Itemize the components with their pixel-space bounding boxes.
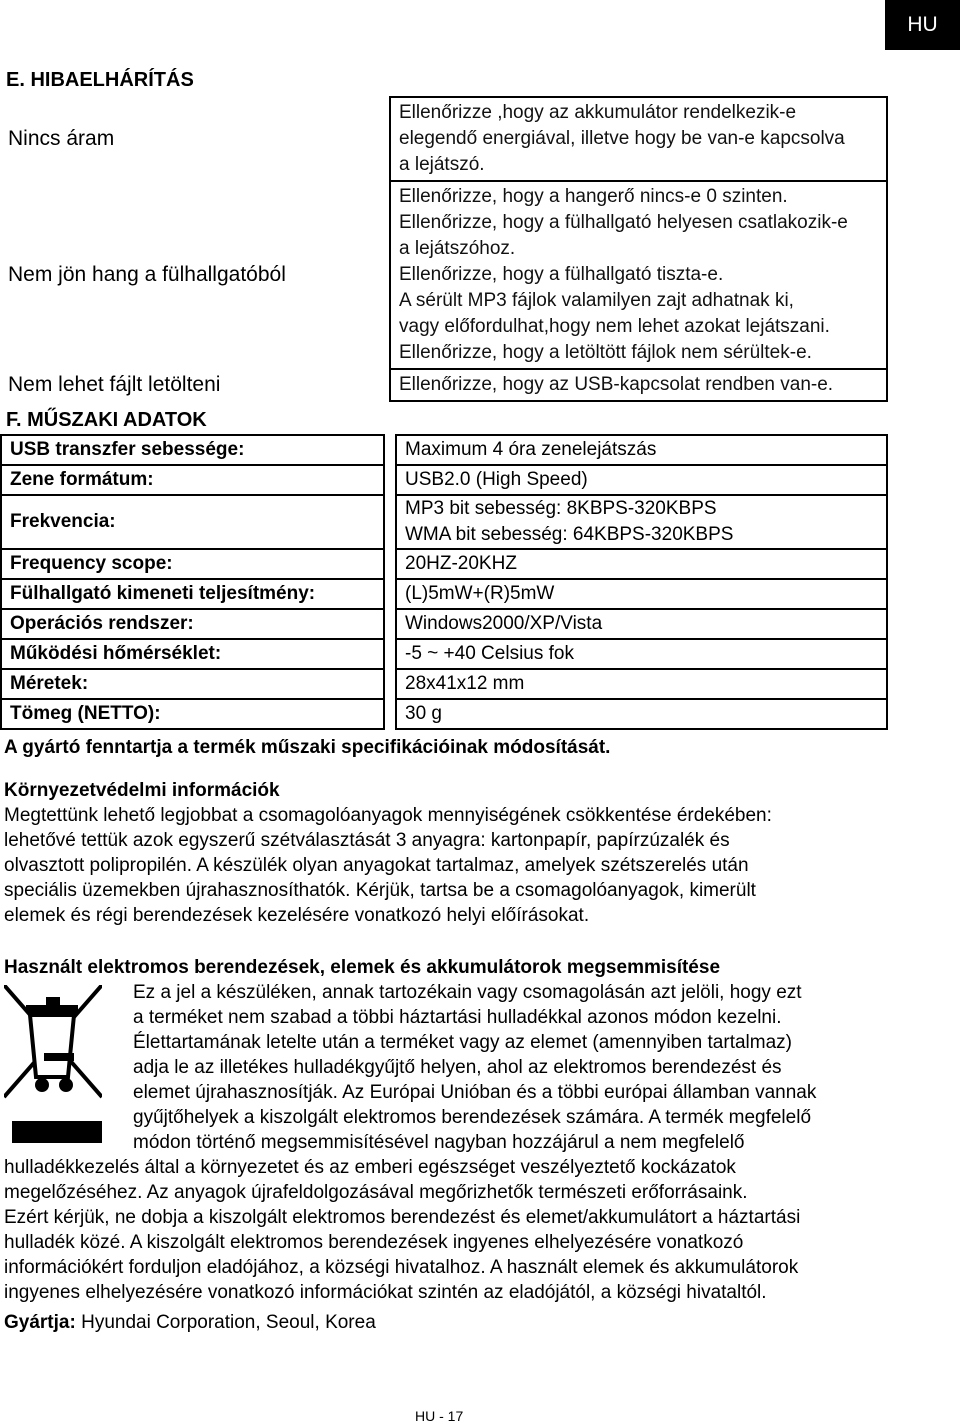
spec-label: USB transzfer sebessége: (1, 435, 384, 465)
paragraph-line: módon történő megsemmisítésével nagyban hozzájárul a nem megfelelő (133, 1132, 745, 1153)
spec-label: Frequency scope: (1, 549, 384, 579)
spec-row (1, 639, 887, 669)
spec-label: Fülhallgató kimeneti teljesítmény: (1, 579, 384, 609)
solution-line: Ellenőrizze, hogy a fülhallgató helyesen csatlakozik-e (399, 212, 848, 233)
paragraph-line: a terméket nem szabad a többi háztartási hulladékkal azonos módon kezelni. (133, 1007, 782, 1028)
spec-value (396, 495, 887, 549)
paragraph-line: hulladékkezelés által a környezetet és az emberi egészséget veszélyeztető kockázatok (4, 1157, 736, 1178)
spec-row (1, 669, 887, 699)
paragraph-line: gyűjtőhelyek a kiszolgált elektromos berendezések számára. A termék megfelelő (133, 1107, 812, 1128)
paragraph-line: Élettartamának letelte után a terméket vagy az elemet (amennyiben tartalmaz) (133, 1032, 792, 1053)
spec-row (1, 609, 887, 639)
manufacturer-line (4, 1310, 376, 1335)
paragraph-line: speciális üzemekben újrahasznosíthatók. Kérjük, tartsa be a csomagolóanyagok, kimerült (4, 880, 756, 901)
solution-line: Ellenőrizze, hogy a letöltött fájlok nem sérültek-e. (399, 342, 812, 363)
solution-line: A sérült MP3 fájlok valamilyen zajt adhatnak ki, (399, 290, 794, 311)
solution-cell (390, 181, 887, 369)
section-f-title: F. MŰSZAKI ADATOK (6, 409, 207, 431)
problem-label: Nincs áram (8, 127, 115, 150)
paragraph-line: Megtettünk lehető legjobbat a csomagolóanyagok mennyiségének csökkentése érdekében: (4, 805, 772, 826)
spec-row (1, 465, 887, 495)
spec-value: Windows2000/XP/Vista (396, 609, 887, 639)
solution-line: a lejátszóhoz. (399, 238, 516, 259)
spec-row (1, 549, 887, 579)
spec-value: 20HZ-20KHZ (396, 549, 887, 579)
problem-label: Nem jön hang a fülhallgatóból (8, 263, 286, 286)
spec-value: (L)5mW+(R)5mW (396, 579, 887, 609)
paragraph-line: elemek és régi berendezések kezelésére vonatkozó helyi előírásokat. (4, 905, 590, 926)
paragraph-line: lehetővé tettük azok egyszerű szétválasztását 3 anyagra: kartonpapír, papírzúzalék és (4, 830, 730, 851)
paragraph-line: megelőzéséhez. Az anyagok újrafeldolgozásával megőrizhetők természeti erőforrásaink. (4, 1182, 748, 1203)
solution-line: Ellenőrizze ,hogy az akkumulátor rendelkezik-e (399, 102, 797, 123)
solution-line: Ellenőrizze, hogy a hangerő nincs-e 0 szinten. (399, 186, 788, 207)
problem-label: Nem lehet fájlt letölteni (8, 373, 221, 396)
manufacturer-value: Hyundai Corporation, Seoul, Korea (81, 1312, 376, 1333)
spec-value: USB2.0 (High Speed) (396, 465, 887, 495)
paragraph-line: olvasztott polipropilén. A készülék olyan anyagokat tartalmaz, amelyek szétszerelés után (4, 855, 749, 876)
spec-label: Működési hőmérséklet: (1, 639, 384, 669)
trouble-row (0, 181, 887, 369)
spec-value-line: WMA bit sebesség: 64KBPS-320KBPS (405, 524, 734, 545)
weee-crossed-bin-icon (4, 985, 102, 1145)
page-number: HU - 17 (415, 1408, 464, 1424)
paragraph-line: információkért forduljon eladójához, a községi hivatalhoz. A használt elemek és akkumulátorok (4, 1257, 799, 1278)
language-badge: HU (885, 0, 960, 50)
spec-row (1, 435, 887, 465)
paragraph-line: elemet újrahasznosítják. Az Európai Unióban és a többi európai államban vannak (133, 1082, 817, 1103)
spec-value: 30 g (396, 699, 887, 729)
spec-value: Maximum 4 óra zenelejátszás (396, 435, 887, 465)
paragraph-line: Ezért kérjük, ne dobja a kiszolgált elektromos berendezést és elemet/akkumulátort a háztartási (4, 1207, 801, 1228)
specs-table (0, 434, 888, 730)
paragraph-line: hulladék közé. A kiszolgált elektromos berendezések ingyenes elhelyezésére vonatkozó (4, 1232, 744, 1253)
spec-change-note: A gyártó fenntartja a termék műszaki specifikációinak módosítását. (4, 737, 611, 758)
spec-label: Operációs rendszer: (1, 609, 384, 639)
spec-value: 28x41x12 mm (396, 669, 887, 699)
spec-label: Tömeg (NETTO): (1, 699, 384, 729)
spec-value-line: MP3 bit sebesség: 8KBPS-320KBPS (405, 498, 717, 519)
trouble-row (0, 369, 887, 401)
paragraph-line: adja le az illetékes hulladékgyűjtő helyen, ahol az elektromos berendezést és (133, 1057, 782, 1078)
solution-line: Ellenőrizze, hogy a fülhallgató tiszta-e. (399, 264, 724, 285)
section-e-title: E. HIBAELHÁRÍTÁS (6, 69, 194, 91)
solution-cell (390, 97, 887, 181)
solution-line: Ellenőrizze, hogy az USB-kapcsolat rendben van-e. (399, 374, 834, 395)
spec-label: Frekvencia: (1, 495, 384, 549)
spec-label: Méretek: (1, 669, 384, 699)
trouble-row (0, 97, 887, 181)
paragraph-line: Ez a jel a készüléken, annak tartozékain vagy csomagolásán azt jelöli, hogy ezt (133, 982, 802, 1003)
troubleshooting-table (0, 96, 888, 402)
solution-line: elegendő energiával, illetve hogy be van-e kapcsolva (399, 128, 845, 149)
solution-line: vagy előfordulhat,hogy nem lehet azokat lejátszani. (399, 316, 830, 337)
solution-cell (390, 369, 887, 401)
spec-label: Zene formátum: (1, 465, 384, 495)
spec-row (1, 495, 887, 549)
disposal-indented-paragraph (133, 980, 816, 1155)
disposal-full-paragraph (4, 1155, 800, 1305)
environment-paragraph (4, 803, 772, 928)
paragraph-line: ingyenes elhelyezésére vonatkozó információkat szintén az eladójától, a községi hivataltól. (4, 1282, 767, 1303)
spec-row (1, 579, 887, 609)
disposal-title: Használt elektromos berendezések, elemek és akkumulátorok megsemmisítése (4, 957, 721, 978)
spec-value: -5 ~ +40 Celsius fok (396, 639, 887, 669)
environment-title: Környezetvédelmi információk (4, 780, 280, 801)
manufacturer-label: Gyártja: (4, 1312, 76, 1333)
solution-line: a lejátszó. (399, 154, 485, 175)
spec-row (1, 699, 887, 729)
